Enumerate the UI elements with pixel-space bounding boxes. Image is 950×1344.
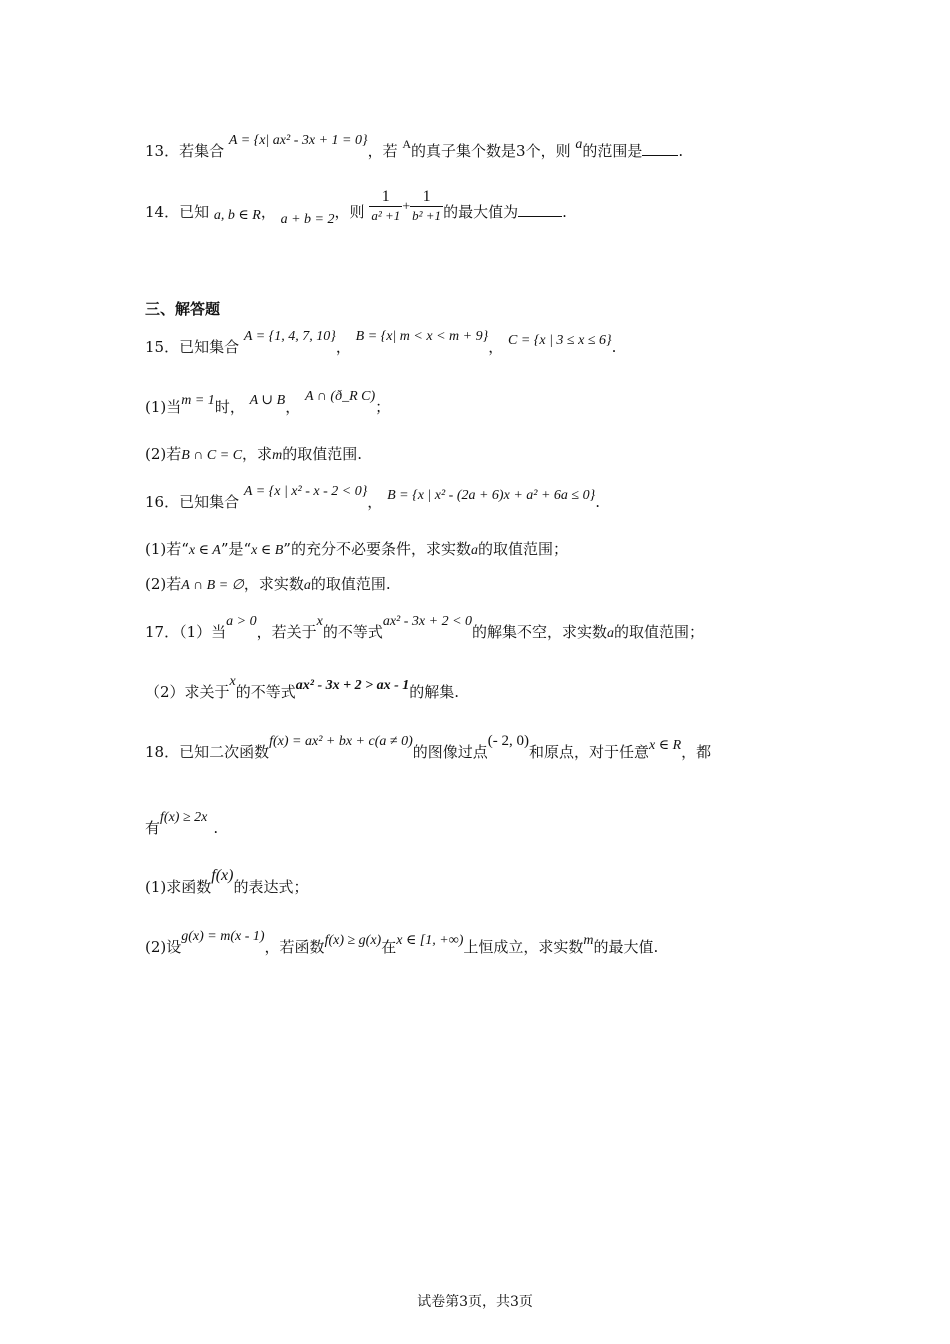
question-number: 14． [145, 202, 180, 221]
question-18-part-2: (2)设g(x) = m(x - 1)，若函数f(x) ≥ g(x)在x ∈ [1, +∞)上恒成立，求实数m的最大值. [145, 929, 659, 956]
question-18-line-2: 有f(x) ≥ 2x. [145, 810, 219, 837]
question-15-part-1: (1)当m = 1时， A ∪ B， A ∩ (ð_R C)； [145, 389, 391, 416]
question-16-part-1: (1)若“x ∈ A”是“x ∈ B”的充分不必要条件，求实数a的取值范围； [145, 540, 568, 558]
question-15: 15．已知集合 A = {1, 4, 7, 10}， B = {x| m < x < m + 9}， C = {x | 3 ≤ x ≤ 6}. [145, 329, 617, 356]
set-a-definition: A = {x| ax² - 3x + 1 = 0} [228, 133, 368, 148]
set-a: A = {1, 4, 7, 10} [243, 329, 336, 344]
question-number: 16． [145, 493, 180, 511]
question-number: 13． [145, 142, 180, 160]
set-a: A = {x | x² - x - 2 < 0} [243, 484, 368, 499]
fraction-b: $\frac{1}{\text{b² +1}}$ [412, 188, 442, 223]
fraction-a: $\frac{1}{\text{a² +1}}$ [371, 188, 401, 223]
question-number: 15． [145, 338, 180, 356]
question-18: 18．已知二次函数f(x) = ax² + bx + c(a ≠ 0)的图像过点(- 2, 0)和原点，对于任意x ∈ R，都 [145, 733, 712, 761]
page-footer: 试卷第3页，共3页 [417, 1294, 533, 1310]
question-17: 17．（1）当a > 0，若关于x的不等式ax² - 3x + 2 < 0的解集不空，求实数a的取值范围； [145, 614, 705, 641]
section-title: 三、解答题 [145, 300, 221, 318]
question-16: 16．已知集合 A = {x | x² - x - 2 < 0}， B = {x | x² - (2a + 6)x + a² + 6a ≤ 0}. [145, 484, 600, 511]
set-b: B = {x| m < x < m + 9} [355, 329, 489, 344]
question-number: 18． [145, 743, 180, 761]
question-16-part-2: (2)若A ∩ B = ∅，求实数a的取值范围. [145, 575, 391, 593]
question-number: 17． [145, 623, 180, 641]
question-14: 14．已知 a, b ∈ R， a + b = 2，则 $\frac{1}{\text{a² +1}}$ + $\frac{1}{\text{b² +1}}$ 的最大值为 . [145, 188, 567, 227]
set-c: C = {x | 3 ≤ x ≤ 6} [507, 333, 612, 348]
answer-blank [518, 204, 562, 217]
question-15-part-2: (2)若B ∩ C = C，求m的取值范围. [145, 445, 362, 463]
set-b: B = {x | x² - (2a + 6)x + a² + 6a ≤ 0} [387, 488, 596, 503]
quadratic-function: f(x) = ax² + bx + c(a ≠ 0) [269, 734, 413, 749]
question-17-part-2: （2）求关于x的不等式ax² - 3x + 2 > ax - 1的解集. [145, 674, 460, 701]
question-13: 13．若集合 A = {x| ax² - 3x + 1 = 0}，若 $^A$的真子集个数是3个，则 a的范围是 . [145, 133, 684, 160]
question-18-part-1: (1)求函数f(x)的表达式； [145, 867, 309, 896]
answer-blank [642, 143, 678, 156]
